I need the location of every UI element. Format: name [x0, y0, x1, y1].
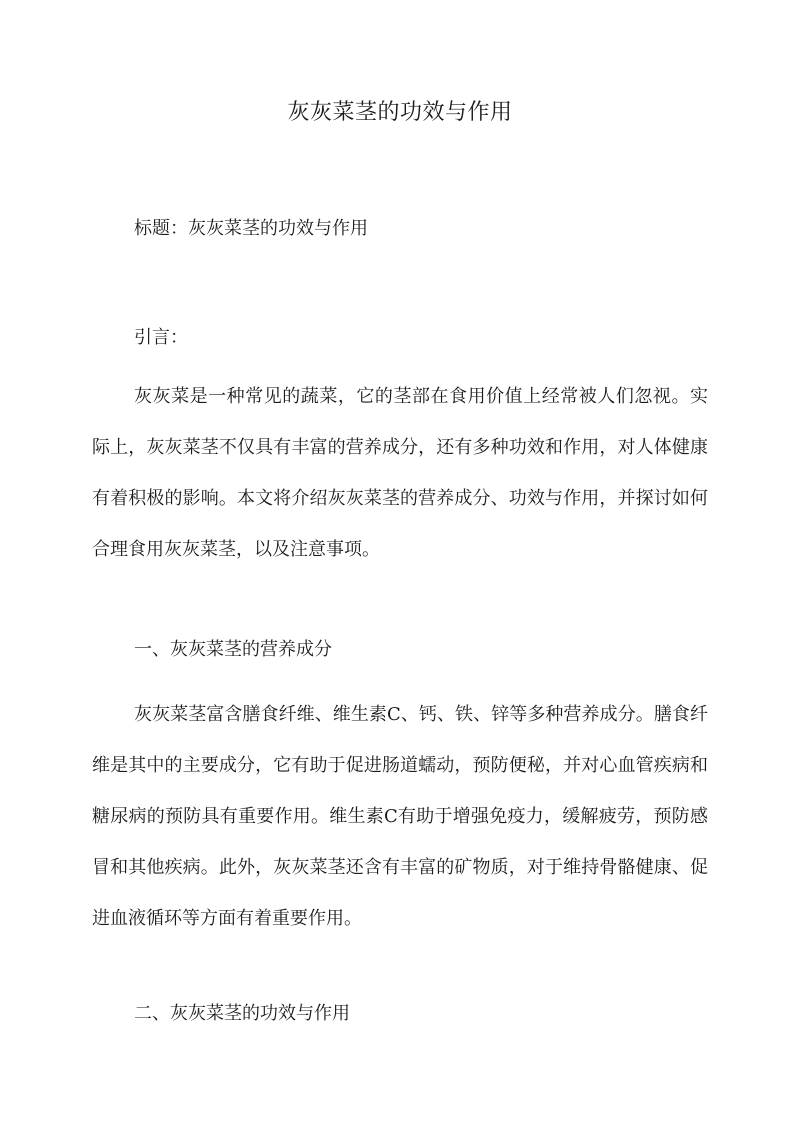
intro-paragraph: 灰灰菜是一种常见的蔬菜，它的茎部在食用价值上经常被人们忽视。实际上，灰灰菜茎不仅具有丰富的营养成分，还有多种功效和作用，对人体健康有着积极的影响。本文将介绍灰灰菜茎的营养成分、功效与作用，并探讨如何合理食用灰灰菜茎，以及注意事项。 — [92, 386, 708, 560]
section-2-heading: 二、灰灰菜茎的功效与作用 — [134, 1003, 350, 1024]
section-1-heading: 一、灰灰菜茎的营养成分 — [134, 639, 332, 660]
intro-heading: 引言： — [134, 327, 188, 348]
subtitle-line: 标题：灰灰菜茎的功效与作用 — [134, 218, 368, 239]
section-1-paragraph: 灰灰菜茎富含膳食纤维、维生素C、钙、铁、锌等多种营养成分。膳食纤维是其中的主要成分，它有助于促进肠道蠕动，预防便秘，并对心血管疾病和糖尿病的预防具有重要作用。维生素C有助于增强免疫力，缓解疲劳，预防感冒和其他疾病。此外，灰灰菜茎还含有丰富的矿物质，对于维持骨骼健康、促进血液循环等方面有着重要作用。 — [92, 704, 708, 929]
document-title: 灰灰菜茎的功效与作用 — [287, 100, 513, 125]
